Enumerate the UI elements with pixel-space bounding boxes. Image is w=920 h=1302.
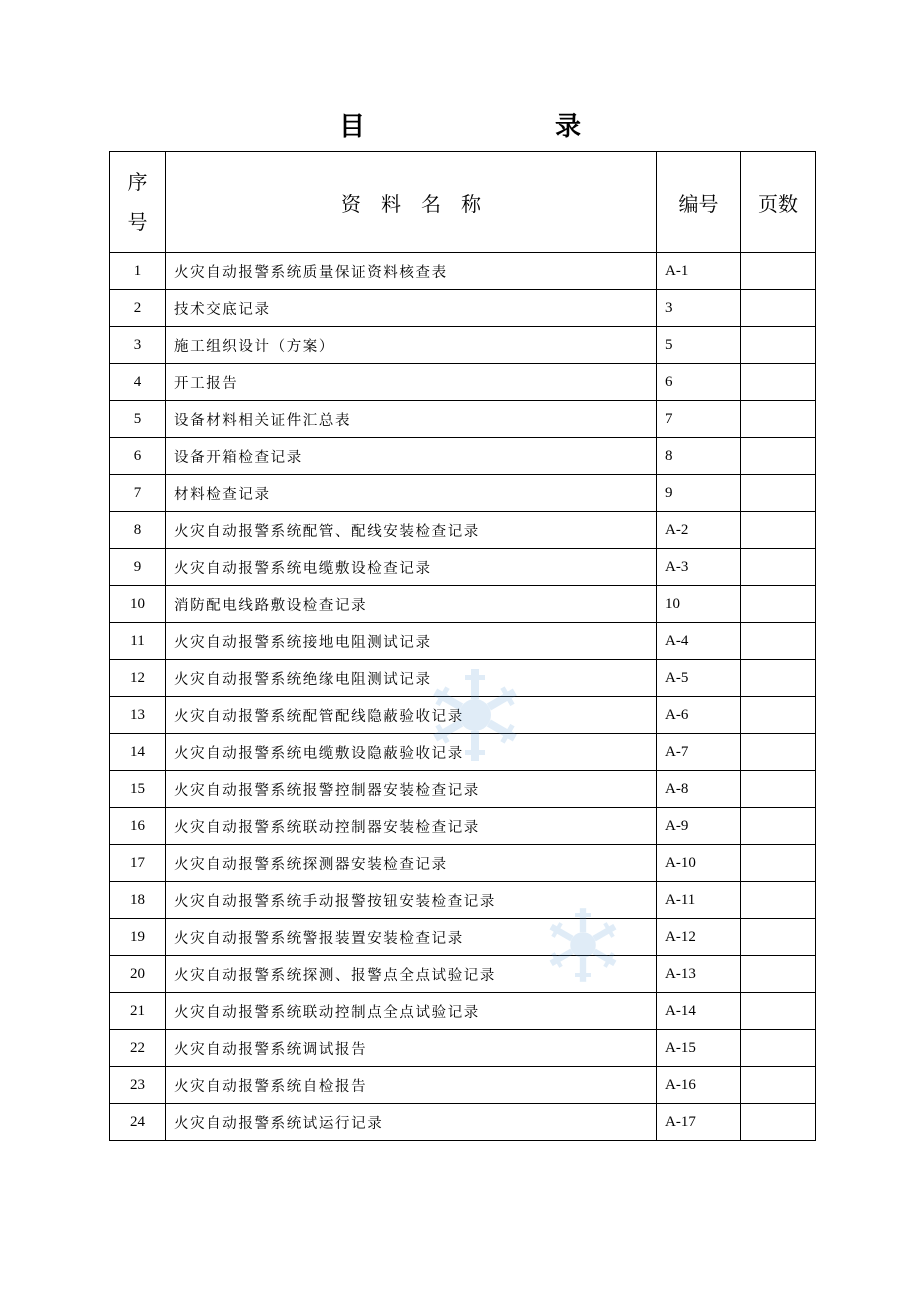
row-seq-cell: 16 [110, 808, 166, 845]
row-seq-cell: 8 [110, 512, 166, 549]
row-name-cell: 技术交底记录 [166, 290, 657, 327]
row-pages-cell [741, 1067, 816, 1104]
row-pages-cell [741, 919, 816, 956]
row-name-cell: 设备材料相关证件汇总表 [166, 401, 657, 438]
row-code-cell: A-2 [657, 512, 741, 549]
row-seq-cell: 5 [110, 401, 166, 438]
header-pages: 页数 [741, 152, 816, 253]
row-code-cell: 9 [657, 475, 741, 512]
row-code-cell: A-16 [657, 1067, 741, 1104]
row-code-cell: 3 [657, 290, 741, 327]
row-name-cell: 火灾自动报警系统电缆敷设检查记录 [166, 549, 657, 586]
row-name-cell: 火灾自动报警系统自检报告 [166, 1067, 657, 1104]
table-row [110, 697, 816, 734]
row-name-cell: 材料检查记录 [166, 475, 657, 512]
row-pages-cell [741, 512, 816, 549]
row-name-cell: 火灾自动报警系统绝缘电阻测试记录 [166, 660, 657, 697]
toc-body [110, 253, 816, 1141]
row-pages-cell [741, 956, 816, 993]
row-seq-cell: 19 [110, 919, 166, 956]
row-seq-cell: 22 [110, 1030, 166, 1067]
row-code-cell: A-11 [657, 882, 741, 919]
table-row [110, 586, 816, 623]
row-pages-cell [741, 586, 816, 623]
row-name-cell: 火灾自动报警系统接地电阻测试记录 [166, 623, 657, 660]
row-name-cell: 火灾自动报警系统手动报警按钮安装检查记录 [166, 882, 657, 919]
row-seq-cell: 12 [110, 660, 166, 697]
table-row [110, 327, 816, 364]
row-seq-cell: 20 [110, 956, 166, 993]
row-name-cell: 火灾自动报警系统配管配线隐蔽验收记录 [166, 697, 657, 734]
row-name-cell: 火灾自动报警系统试运行记录 [166, 1104, 657, 1141]
row-code-cell: A-7 [657, 734, 741, 771]
row-name-cell: 火灾自动报警系统警报装置安装检查记录 [166, 919, 657, 956]
row-code-cell: 7 [657, 401, 741, 438]
table-row [110, 956, 816, 993]
row-pages-cell [741, 697, 816, 734]
row-pages-cell [741, 364, 816, 401]
row-seq-cell: 2 [110, 290, 166, 327]
row-pages-cell [741, 253, 816, 290]
table-row [110, 549, 816, 586]
row-code-cell: A-13 [657, 956, 741, 993]
row-code-cell: A-17 [657, 1104, 741, 1141]
row-code-cell: 8 [657, 438, 741, 475]
row-code-cell: A-15 [657, 1030, 741, 1067]
header-seq-line1: 序 [127, 170, 148, 194]
row-name-cell: 火灾自动报警系统探测器安装检查记录 [166, 845, 657, 882]
table-row [110, 845, 816, 882]
table-row [110, 364, 816, 401]
row-seq-cell: 4 [110, 364, 166, 401]
row-pages-cell [741, 290, 816, 327]
row-code-cell: A-8 [657, 771, 741, 808]
row-name-cell: 火灾自动报警系统探测、报警点全点试验记录 [166, 956, 657, 993]
row-name-cell: 火灾自动报警系统联动控制点全点试验记录 [166, 993, 657, 1030]
header-code: 编号 [657, 152, 741, 253]
header-name: 资料名称 [166, 152, 657, 253]
row-name-cell: 火灾自动报警系统质量保证资料核查表 [166, 253, 657, 290]
row-pages-cell [741, 549, 816, 586]
row-name-cell: 火灾自动报警系统报警控制器安装检查记录 [166, 771, 657, 808]
table-row [110, 660, 816, 697]
header-seq [110, 152, 166, 253]
row-code-cell: 5 [657, 327, 741, 364]
row-pages-cell [741, 993, 816, 1030]
row-seq-cell: 6 [110, 438, 166, 475]
row-seq-cell: 1 [110, 253, 166, 290]
row-pages-cell [741, 401, 816, 438]
row-code-cell: A-12 [657, 919, 741, 956]
row-pages-cell [741, 327, 816, 364]
row-code-cell: A-5 [657, 660, 741, 697]
row-seq-cell: 18 [110, 882, 166, 919]
table-row [110, 808, 816, 845]
table-row [110, 290, 816, 327]
table-row [110, 771, 816, 808]
row-pages-cell [741, 845, 816, 882]
row-seq-cell: 13 [110, 697, 166, 734]
row-seq-cell: 15 [110, 771, 166, 808]
row-name-cell: 开工报告 [166, 364, 657, 401]
row-seq-cell: 24 [110, 1104, 166, 1141]
row-name-cell: 设备开箱检查记录 [166, 438, 657, 475]
page-title: 目 录 [338, 112, 663, 142]
row-seq-cell: 21 [110, 993, 166, 1030]
row-name-cell: 火灾自动报警系统联动控制器安装检查记录 [166, 808, 657, 845]
table-row [110, 623, 816, 660]
table-row [110, 993, 816, 1030]
row-code-cell: A-14 [657, 993, 741, 1030]
row-pages-cell [741, 808, 816, 845]
toc-table [109, 151, 816, 1141]
row-name-cell: 火灾自动报警系统调试报告 [166, 1030, 657, 1067]
table-row [110, 475, 816, 512]
row-code-cell: A-3 [657, 549, 741, 586]
row-pages-cell [741, 1030, 816, 1067]
row-name-cell: 火灾自动报警系统电缆敷设隐蔽验收记录 [166, 734, 657, 771]
row-seq-cell: 23 [110, 1067, 166, 1104]
table-row [110, 438, 816, 475]
row-code-cell: A-10 [657, 845, 741, 882]
row-name-cell: 施工组织设计（方案） [166, 327, 657, 364]
row-pages-cell [741, 660, 816, 697]
row-seq-cell: 3 [110, 327, 166, 364]
row-seq-cell: 9 [110, 549, 166, 586]
header-seq-line2: 号 [127, 210, 148, 234]
row-pages-cell [741, 623, 816, 660]
row-code-cell: A-1 [657, 253, 741, 290]
table-row [110, 253, 816, 290]
table-row [110, 512, 816, 549]
row-code-cell: 6 [657, 364, 741, 401]
row-pages-cell [741, 771, 816, 808]
table-row [110, 401, 816, 438]
row-seq-cell: 17 [110, 845, 166, 882]
row-pages-cell [741, 1104, 816, 1141]
table-row [110, 1104, 816, 1141]
row-pages-cell [741, 882, 816, 919]
table-row [110, 1030, 816, 1067]
row-code-cell: A-9 [657, 808, 741, 845]
table-row [110, 882, 816, 919]
row-pages-cell [741, 438, 816, 475]
row-code-cell: A-6 [657, 697, 741, 734]
row-pages-cell [741, 475, 816, 512]
row-pages-cell [741, 734, 816, 771]
row-seq-cell: 14 [110, 734, 166, 771]
table-row [110, 919, 816, 956]
header-row [110, 152, 816, 253]
table-row [110, 1067, 816, 1104]
row-name-cell: 火灾自动报警系统配管、配线安装检查记录 [166, 512, 657, 549]
row-seq-cell: 11 [110, 623, 166, 660]
row-code-cell: A-4 [657, 623, 741, 660]
row-name-cell: 消防配电线路敷设检查记录 [166, 586, 657, 623]
row-seq-cell: 10 [110, 586, 166, 623]
row-code-cell: 10 [657, 586, 741, 623]
row-seq-cell: 7 [110, 475, 166, 512]
table-row [110, 734, 816, 771]
